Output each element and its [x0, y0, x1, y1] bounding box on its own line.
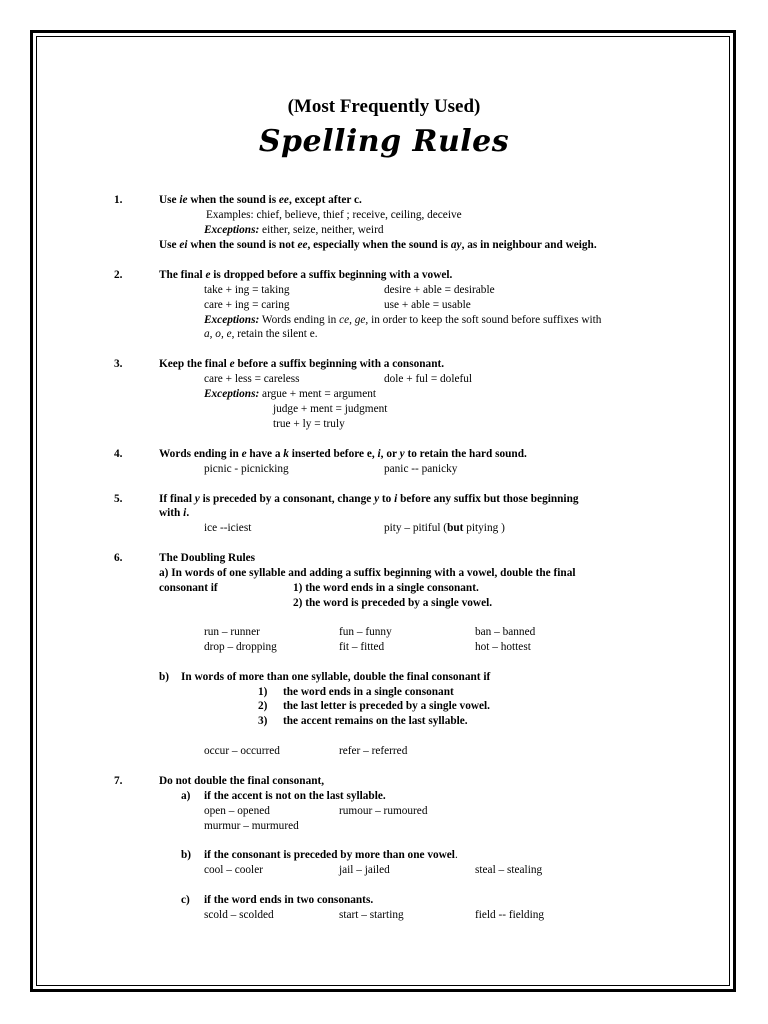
rule-exceptions: a, o, e, retain the silent e.	[204, 328, 318, 340]
rule-example: steal – stealing	[475, 864, 543, 876]
rule-exceptions: true + ly = truly	[273, 418, 345, 430]
rule-heading: Use ie when the sound is ee, except after c.	[159, 194, 362, 206]
list-number: 3)	[258, 715, 268, 727]
rule-example: field -- fielding	[475, 909, 545, 921]
rule-number: 7.	[114, 775, 123, 787]
rule-heading: a) In words of one syllable and adding a suffix beginning with a vowel, double the final	[159, 567, 576, 579]
page-border-inner	[36, 36, 730, 986]
rule-example: picnic - picnicking	[204, 463, 289, 475]
rule-example: care + less = careless	[204, 373, 300, 385]
rule-condition: if the consonant is preceded by more than one vowel.	[204, 849, 458, 861]
subrule-label: a)	[181, 790, 191, 802]
subrule-label: b)	[181, 849, 192, 861]
rule-heading: If final y is preceded by a consonant, change y to i before any suffix but those beginning	[159, 493, 579, 505]
rule-example: ban – banned	[475, 626, 536, 638]
rule-condition: the word ends in a single consonant	[283, 686, 454, 698]
rule-heading: consonant if	[159, 582, 218, 594]
rule-example: hot – hottest	[475, 641, 531, 653]
rule-example: take + ing = taking	[204, 284, 290, 296]
rule-example: Examples: chief, believe, thief ; receive, ceiling, deceive	[206, 209, 462, 221]
rule-number: 3.	[114, 358, 123, 370]
rule-example: desire + able = desirable	[384, 284, 495, 296]
list-number: 2)	[258, 700, 268, 712]
rule-number: 2.	[114, 269, 123, 281]
rule-heading: Words ending in e have a k inserted before e, i, or y to retain the hard sound.	[159, 448, 527, 460]
rule-example: drop – dropping	[204, 641, 277, 653]
list-number: 1)	[258, 686, 268, 698]
rule-example: care + ing = caring	[204, 299, 290, 311]
rule-exceptions: Exceptions: either, seize, neither, weird	[204, 224, 384, 236]
subrule-label: c)	[181, 894, 190, 906]
rule-condition: 1) the word ends in a single consonant.	[293, 582, 479, 594]
rule-example: pity – pitiful (but pitying )	[384, 522, 505, 534]
rule-heading: The Doubling Rules	[159, 552, 256, 564]
page-subtitle: (Most Frequently Used)	[287, 96, 481, 117]
rule-heading: Keep the final e before a suffix beginning with a consonant.	[159, 358, 445, 370]
rule-heading: Do not double the final consonant,	[159, 775, 325, 787]
rule-condition: if the accent is not on the last syllable.	[204, 790, 386, 802]
rule-example: start – starting	[339, 909, 404, 921]
rule-exceptions: Exceptions: Words ending in ce, ge, in order to keep the soft sound before suffixes with	[204, 314, 602, 326]
rule-example: open – opened	[204, 805, 270, 817]
rule-number: 4.	[114, 448, 123, 460]
rule-number: 6.	[114, 552, 123, 564]
rule-example: dole + ful = doleful	[384, 373, 473, 385]
rule-condition: if the word ends in two consonants.	[204, 894, 374, 906]
rule-example: scold – scolded	[204, 909, 274, 921]
rule-exceptions: judge + ment = judgment	[273, 403, 388, 415]
rule-exceptions: Exceptions: argue + ment = argument	[204, 388, 377, 400]
rule-example: murmur – murmured	[204, 820, 299, 832]
rule-example: panic -- panicky	[384, 463, 458, 475]
rule-heading: In words of more than one syllable, double the final consonant if	[181, 671, 491, 683]
rule-heading: with i.	[159, 507, 190, 519]
rule-example: jail – jailed	[339, 864, 390, 876]
rule-condition: the last letter is preceded by a single vowel.	[283, 700, 490, 712]
rule-example: cool – cooler	[204, 864, 263, 876]
rule-example: run – runner	[204, 626, 260, 638]
rule-heading: Use ei when the sound is not ee, especially when the sound is ay, as in neighbour and weigh.	[159, 239, 597, 251]
rule-number: 5.	[114, 493, 123, 505]
rule-example: fit – fitted	[339, 641, 385, 653]
rule-example: ice --iciest	[204, 522, 252, 534]
rule-condition: 2) the word is preceded by a single vowel.	[293, 597, 493, 609]
rule-example: refer – referred	[339, 745, 408, 757]
rule-example: rumour – rumoured	[339, 805, 428, 817]
rule-heading: The final e is dropped before a suffix beginning with a vowel.	[159, 269, 453, 281]
subrule-label: b)	[159, 671, 170, 683]
rule-example: use + able = usable	[384, 299, 471, 311]
rule-example: occur – occurred	[204, 745, 280, 757]
page-title: Spelling Rules	[258, 124, 510, 159]
rule-number: 1.	[114, 194, 123, 206]
rule-example: fun – funny	[339, 626, 392, 638]
rule-condition: the accent remains on the last syllable.	[283, 715, 468, 727]
